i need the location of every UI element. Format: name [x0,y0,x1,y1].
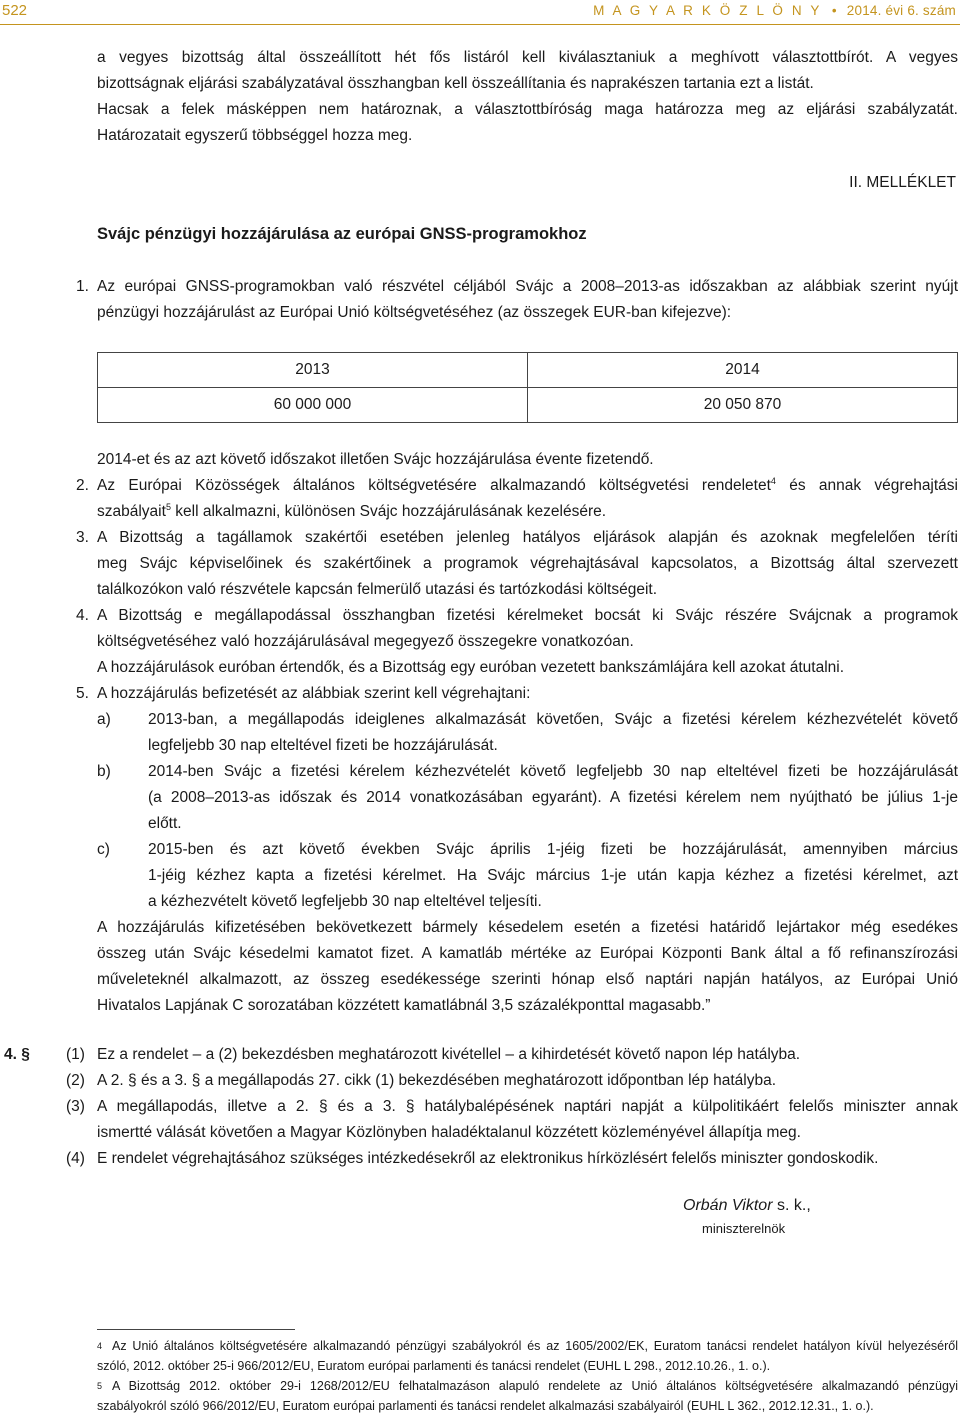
text-line: Hivatalos Lapjának C sorozatában közzétett kamatlábnál 3,5 százalékponttal magasabb.” [97,997,711,1014]
signatory-name: Orbán Viktor [683,1197,773,1214]
text-line: Hacsak a felek másképpen nem határoznak, a választottbíróság maga határozza meg az eljárási szabályzatát. [97,101,958,118]
footnote [97,1376,958,1416]
item-a-text [148,707,958,759]
subsection-text [97,1068,958,1094]
item-label: c) [97,841,110,858]
contribution-table [97,352,958,423]
footnote-ref[interactable]: 4 [770,475,776,486]
table-cell-year: 2013 [98,353,528,388]
text-line: a vegyes bizottság által összeállított hét fős listáról kell kiválasztaniuk a meghívott választottbírót. A vegyes [97,49,958,66]
text-line [97,499,958,525]
subsection-number: (2) [66,1072,85,1089]
text-line: A Bizottság a tagállamok szakértői esetében jelenleg hatályos eljárások alapján és azoknak megfelelően téríti [97,529,958,546]
text-line: A 2. § és a 3. § a megállapodás 27. cikk (1) bekezdésében meghatározott időpontban lép hatályba. [97,1072,777,1089]
footnote-mark: 5 [97,1381,103,1391]
text-line: szabályokról szóló 966/2012/EU, Euratom európai parlamenti és tanácsi rendelet alkalmazási szabályairól (EUHL L 362., 2012.12.31., 1. o.). [97,1399,874,1413]
text-line: 2014-ben Svájc a fizetési kérelem kézhezvételét követő legfeljebb 30 nap elteltével fizeti be hozzájárulását [148,763,958,780]
text-line: E rendelet végrehajtásához szükséges intézkedésekről az elektronikus hírközlésért felelős miniszter gondoskodik. [97,1150,879,1167]
text-line: A hozzájárulások euróban értendők, és a Bizottság egy euróban vezetett bankszámlájára kell azokat átutalni. [97,659,845,676]
text-line: meg Svájc képviselőinek és szakértőinek a programok végrehajtásával kapcsolatos, a Bizottság által szervezett [97,555,958,572]
text-line: A hozzájárulás kifizetésében bekövetkezett bármely késedelem esetén a fizetési határidő lejártakor még esedékes [97,919,958,936]
text-line: előtt. [148,815,182,832]
signature-title: miniszterelnök [702,1221,786,1236]
point-3-text [97,525,958,603]
subsection-text [97,1146,958,1172]
publication-info [593,3,956,18]
subsection-number: (4) [66,1150,85,1167]
item-label: b) [97,763,111,780]
text-line: A Bizottság e megállapodással összhangban fizetési kérelmeket bocsát ki Svájc részére Svájcnak a programok [97,607,958,624]
point-5-lead [97,681,958,707]
text-run: Az Európai Közösségek általános költségvetésére alkalmazandó költségvetési rendeletet [97,477,771,494]
text-line: (a 2008‒2013-as időszak és 2014 vonatkozásában egyaránt). A fizetési kérelem nem nyújtható be július 1-je [148,789,958,806]
item-c-text [148,837,958,915]
subsection-number: (1) [66,1046,85,1063]
point-number: 2. [76,477,89,494]
footnote-ref[interactable]: 5 [165,501,171,512]
text-line [97,473,958,499]
text-line: költségvetéséhez való hozzájárulásával megegyező összegekre vonatkozóan. [97,633,634,650]
text-run: szabályait [97,503,166,520]
text-line: pénzügyi hozzájárulást az Európai Unió költségvetéséhez (az összegek EUR-ban kifejezve): [97,304,732,321]
text-line: Ez a rendelet ‒ a (2) bekezdésben meghatározott kivétellel ‒ a kihirdetését követő napon lép hatályba. [97,1046,801,1063]
text-line: 2015-ben és azt követő években Svájc április 1-jéig fizeti be hozzájárulását, amennyiben március [148,841,958,858]
text-run: Az Unió általános költségvetésére alkalmazandó pénzügyi szabályokról és az 1605/2002/EK, Euratom tanácsi rendelet hatályon kívül helyezéséről [112,1339,958,1353]
subsection-text [97,1042,958,1068]
footnote-mark: 4 [97,1341,103,1351]
text-line: a kézhezvételt követő legfeljebb 30 nap elteltével teljesíti. [148,893,542,910]
issue-number: 2014. évi 6. szám [846,3,956,18]
point-2-text [97,473,958,525]
table-row [98,388,958,423]
text-line: A hozzájárulás befizetését az alábbiak szerint kell végrehajtani: [97,685,531,702]
page-header [0,0,960,22]
point-1-text [97,274,958,326]
after-table-text [97,447,958,473]
point-number: 3. [76,529,89,546]
text-line: 2014-et és az azt követő időszakot illetően Svájc hozzájárulása évente fizetendő. [97,451,654,468]
text-line: Az európai GNSS-programokban való részvétel céljából Svájc a 2008‒2013-as időszakban az alábbiak szerint nyújt [97,278,958,295]
page-number: 522 [2,2,28,19]
signature-name [683,1197,811,1215]
text-run: A Bizottság 2012. október 29-i 1268/2012/EU felhatalmazáson alapuló rendelete az Unió általános költségvetésére alkalmazandó pénzügyi [112,1379,958,1393]
text-line: legfeljebb 30 nap elteltével fizeti be hozzájárulását. [148,737,498,754]
text-line: összeg után Svájc késedelmi kamatot fizet. A kamatláb mértéke az Európai Központi Bank által a fő refinanszírozási [97,945,958,962]
text-line: 2013-ban, a megállapodás ideiglenes alkalmazását követően, Svájc a fizetési kérelem kézhezvételét követő [148,711,958,728]
text-line [97,1376,958,1396]
table-cell-amount: 60 000 000 [98,388,528,423]
footnote-rule [97,1329,295,1330]
text-line: szóló, 2012. október 25-i 966/2012/EU, Euratom európai parlamenti és tanácsi rendelet (EUHL L 298., 2012.10.26., 1. o.). [97,1359,771,1373]
point-number: 4. [76,607,89,624]
subsection-number: (3) [66,1098,85,1115]
text-line: Határozatait egyszerű többséggel hozza meg. [97,127,413,144]
point-4-text [97,603,958,681]
text-line: A megállapodás, illetve a 2. § és a 3. § hatálybalépésének naptári napját a külpolitikáért felelős miniszter annak [97,1098,958,1115]
text-line: 1-jéig kézhez kapta a fizetési kérelmet. Ha Svájc március 1-je után kapja kézhez a fizetési kérelmet, azt [148,867,958,884]
section-label: 4. § [4,1046,30,1063]
text-run: és annak végrehajtási [775,477,959,494]
table-row [98,353,958,388]
footnote [97,1336,958,1376]
magazine-name: M A G Y A R K Ö Z L Ö N Y [593,3,822,18]
table-cell-amount: 20 050 870 [528,388,958,423]
item-label: a) [97,711,111,728]
point-5-closing [97,915,958,1019]
item-b-text [148,759,958,837]
intro-paragraph [97,45,958,149]
text-run: kell alkalmazni, különösen Svájc hozzájárulásának kezelésére. [170,503,607,520]
text-line: műveleteknél alkalmazott, az összeg esedékessége szerinti hónap első naptári napján hatályos, az Európai Unió [97,971,958,988]
text-line [97,1336,958,1356]
text-line: találkozókon való részvétele kapcsán felmerülő utazási és tartózkodási költségeit. [97,581,658,598]
subsection-text [97,1094,958,1146]
point-number: 1. [76,278,89,295]
text-line: bizottságnak eljárási szabályzatával összhangban kell összeállítania és naprakészen tartania ezt a listát. [97,75,814,92]
table-cell-year: 2014 [528,353,958,388]
annex-title: Svájc pénzügyi hozzájárulása az európai GNSS-programokhoz [97,225,587,243]
header-rule [0,24,960,25]
header-bullet: • [831,3,837,18]
signature-suffix: s. k., [772,1197,811,1214]
annex-label: II. MELLÉKLET [849,174,956,191]
point-number: 5. [76,685,89,702]
text-line: ismertté válását követően a Magyar Közlönyben haladéktalanul közzétett közleményével állapítja meg. [97,1124,801,1141]
